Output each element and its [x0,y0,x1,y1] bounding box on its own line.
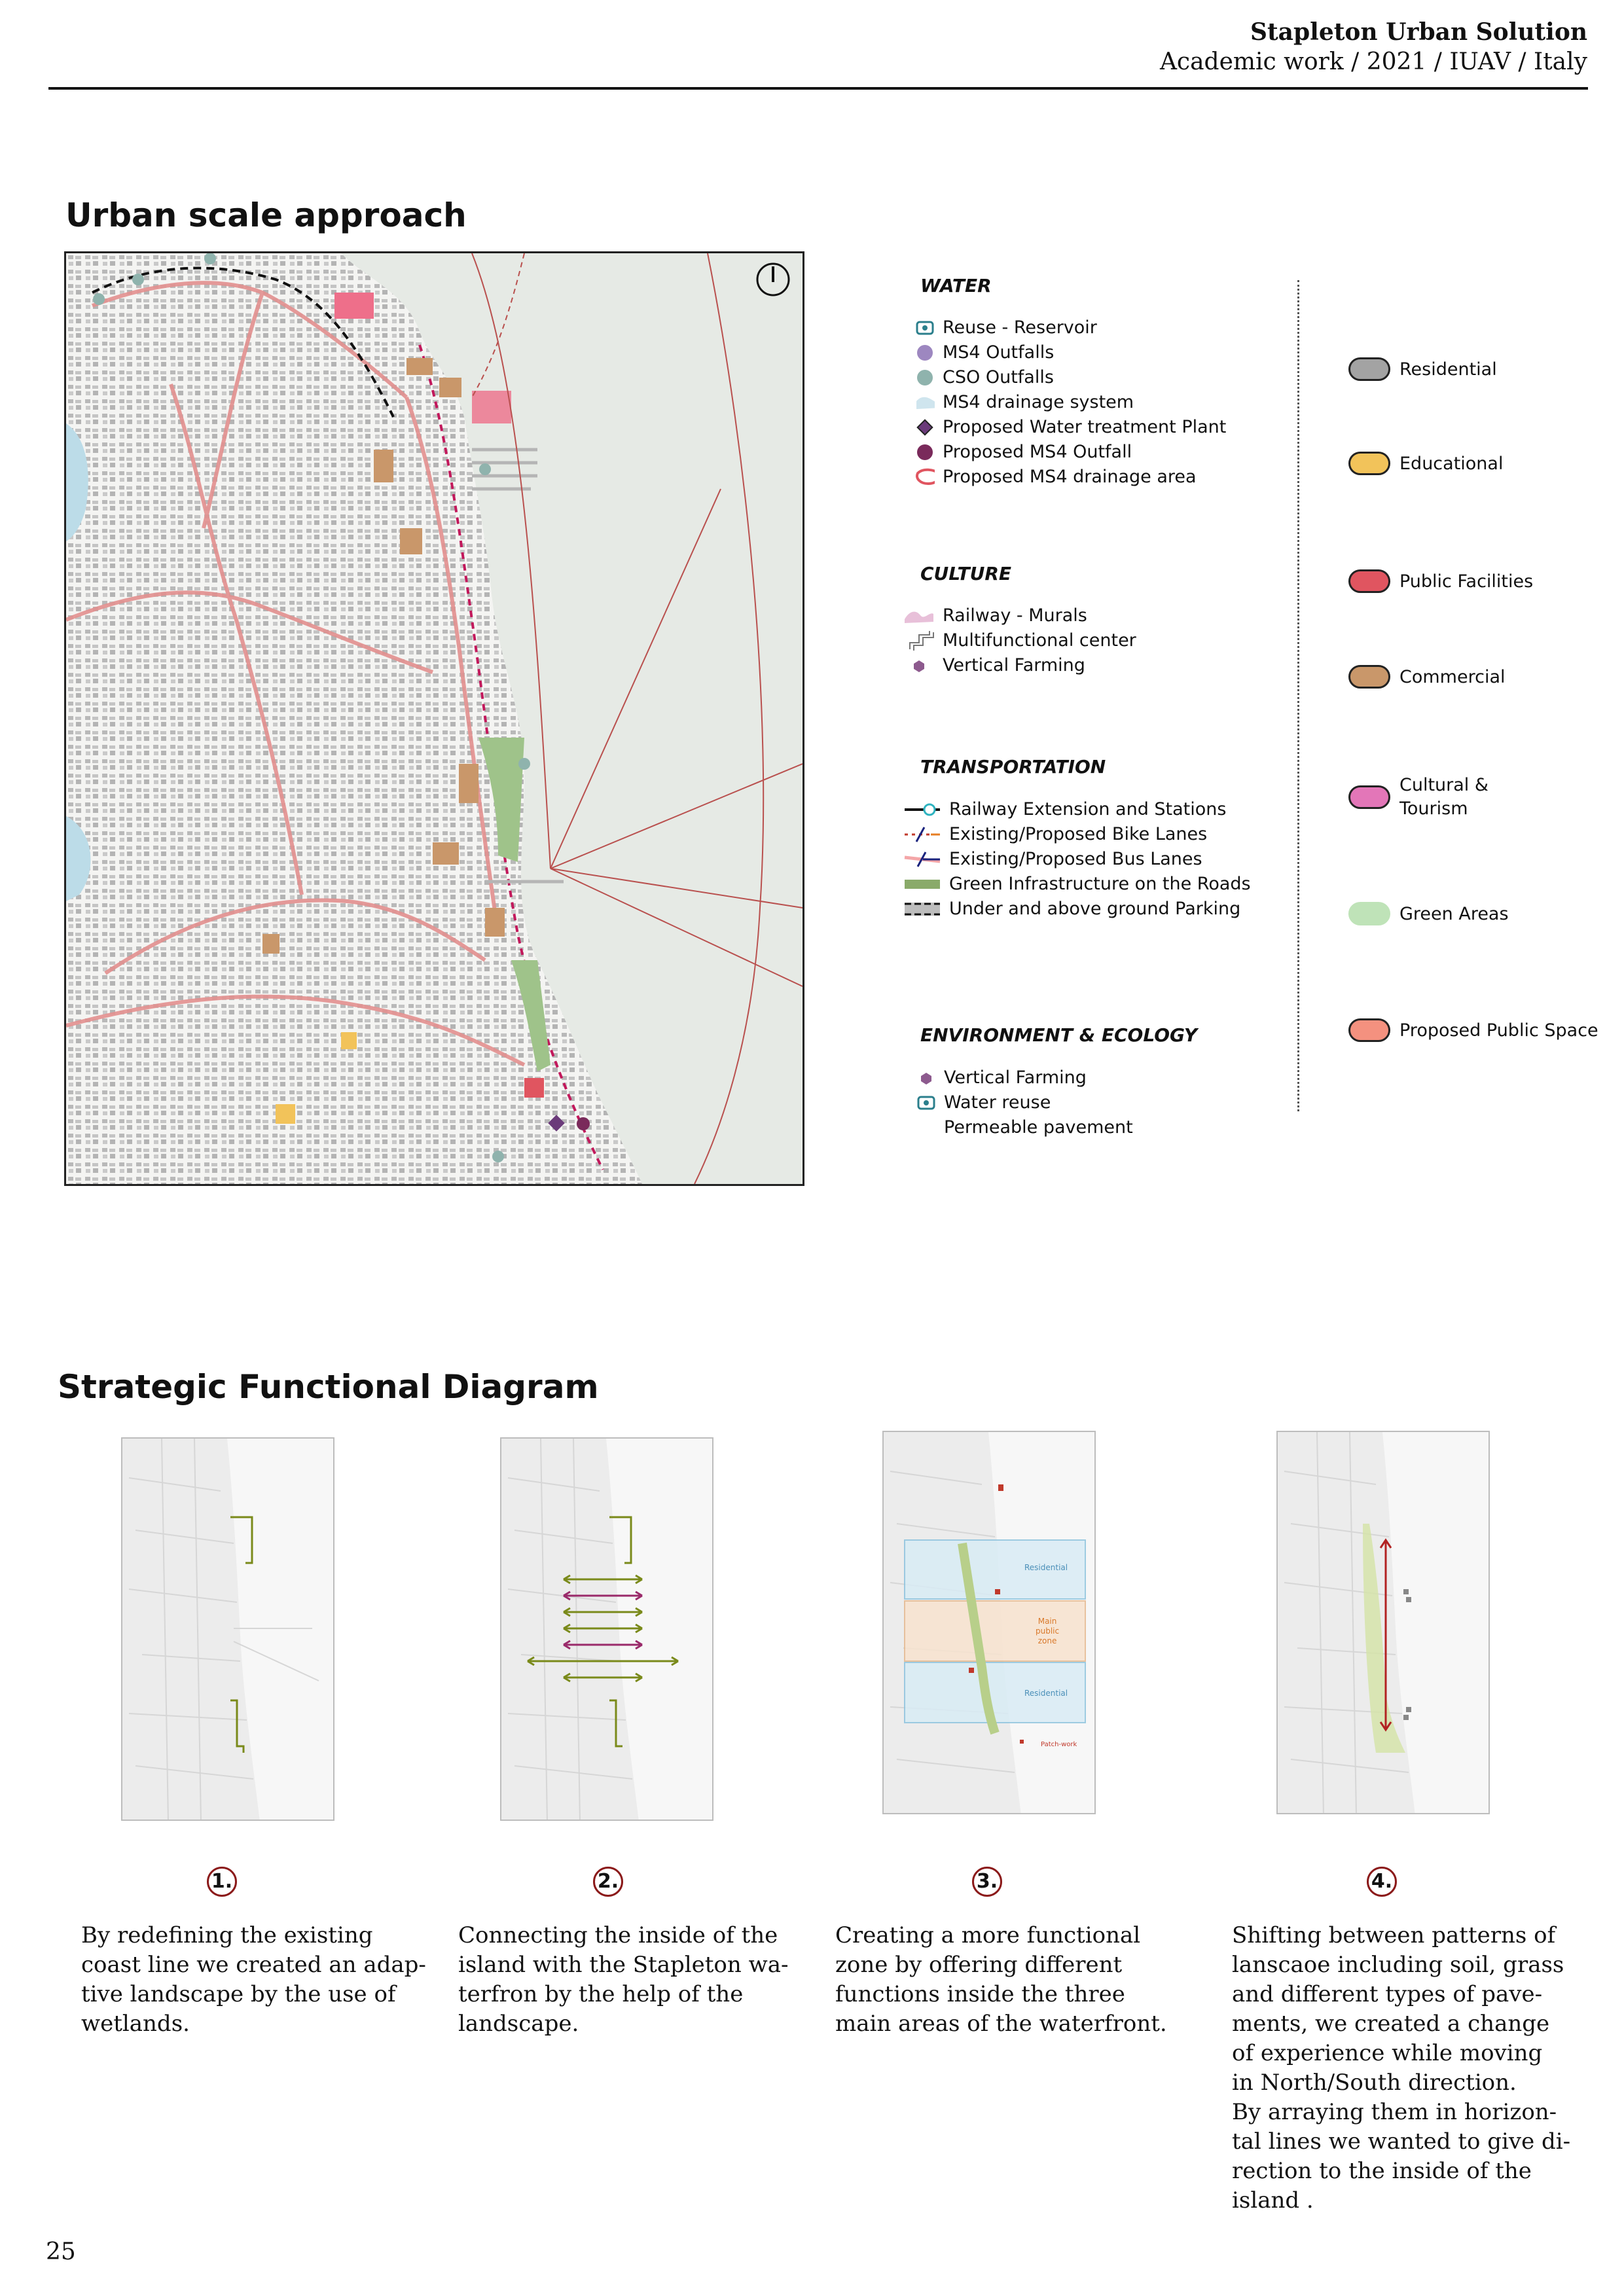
legend-item: Existing/Proposed Bus Lanes [903,847,1251,872]
diagram-4-text: Shifting between patterns of lanscaoe including soil, grass and different types of pave- ments, we created a change of experience while moving in North/South direction. By arraying them in horizon- tal lines we wanted to give di- rection to the inside of the island . [1232,1922,1571,2214]
legend-item: Existing/Proposed Bike Lanes [903,822,1251,847]
section-title-urban-scale: Urban scale approach [65,196,467,234]
legend-item: Proposed MS4 Outfall [915,440,1226,465]
landuse-item: Green Areas [1348,902,1509,925]
legend-environment-list [916,1066,1133,1140]
diagram-1 [121,1437,334,1821]
parking-icon [903,899,941,919]
zone-label-residential-north: Residential [1024,1563,1068,1572]
cultural-tourism-swatch [1348,785,1390,809]
vertical-farming-icon [916,1068,936,1088]
diagram-2 [500,1437,713,1821]
urban-map [64,251,804,1186]
cso-outfall-icon [915,368,935,387]
landuse-item: Public Facilities [1348,569,1533,593]
public-facilities-swatch [1348,569,1390,593]
zone-label-residential-south: Residential [1024,1689,1068,1698]
drainage-system-icon [915,393,935,412]
landuse-item: Cultural & Tourism [1348,774,1489,821]
header-title: Stapleton Urban Solution [1250,18,1587,46]
legend-item: Under and above ground Parking [903,897,1251,922]
water-reuse-icon [916,1093,936,1113]
legend-item: Railway Extension and Stations [903,797,1251,822]
step-number-3: 3. [972,1867,1002,1897]
legend-culture-list [903,603,1136,678]
page-number: 25 [46,2238,76,2265]
legend-item: Green Infrastructure on the Roads [903,872,1251,897]
legend-item: Water reuse [916,1090,1133,1115]
legend-heading-transportation: TRANSPORTATION [920,756,1106,778]
treatment-plant-icon [915,418,935,437]
landuse-item: Proposed Public Space [1348,1018,1598,1042]
legend-heading-water: WATER [920,275,992,296]
zone-note: Patch-work [1041,1741,1077,1748]
diagram-3 [882,1431,1096,1814]
legend-item: CSO Outfalls [915,365,1226,390]
step-number-2: 2. [593,1867,623,1897]
proposed-public-space-swatch [1348,1018,1390,1042]
legend-heading-culture: CULTURE [920,563,1012,584]
step-number-4: 4. [1367,1867,1397,1897]
legend-item: Permeable pavement [916,1115,1133,1140]
step-number-1: 1. [207,1867,237,1897]
proposed-outfall-icon [915,442,935,462]
header-subtitle: Academic work / 2021 / IUAV / Italy [1159,48,1587,75]
landuse-item: Commercial [1348,665,1506,689]
legend-item: Vertical Farming [916,1066,1133,1090]
legend-item: Vertical Farming [903,653,1136,678]
legend-item: Proposed Water treatment Plant [915,415,1226,440]
bus-lane-icon [903,850,941,869]
legend-item: Reuse - Reservoir [915,315,1226,340]
legend-item: Multifunctional center [903,628,1136,653]
railway-station-icon [903,800,941,819]
legend-heading-environment: ENVIRONMENT & ECOLOGY [920,1024,1198,1046]
permeable-pavement-icon [916,1118,936,1138]
diagram-2-text: Connecting the inside of the island with the Stapleton wa- terfron by the help of the landscape. [458,1922,789,2037]
murals-icon [903,606,935,626]
commercial-swatch [1348,665,1390,689]
legend-item: Railway - Murals [903,603,1136,628]
green-road-icon [903,874,941,894]
ms4-outfall-icon [915,343,935,363]
legend-item: MS4 Outfalls [915,340,1226,365]
diagram-3-text: Creating a more functional zone by offering different functions inside the three main areas of the waterfront. [835,1922,1167,2037]
drainage-area-icon [915,467,935,487]
reservoir-icon [915,318,935,338]
section-title-strategic-diagram: Strategic Functional Diagram [58,1368,599,1406]
multifunctional-center-icon [903,631,935,651]
legend-divider [1297,280,1299,1111]
residential-swatch [1348,357,1390,381]
zone-label-main-public: Main public zone [1036,1617,1060,1645]
landuse-item: Educational [1348,452,1503,475]
educational-swatch [1348,452,1390,475]
bike-lane-icon [903,825,941,844]
legend-item: MS4 drainage system [915,390,1226,415]
header-rule [48,87,1588,90]
legend-item: Proposed MS4 drainage area [915,465,1226,490]
landuse-item: Residential [1348,357,1497,381]
diagram-1-text: By redefining the existing coast line we created an adap- tive landscape by the use of wetlands. [81,1922,426,2037]
legend-transport-list [903,797,1251,922]
diagram-4 [1276,1431,1490,1814]
urban-map-drawing [66,253,803,1184]
vertical-farming-icon [903,656,935,675]
green-areas-swatch [1348,902,1390,925]
legend-water-list [915,315,1226,490]
